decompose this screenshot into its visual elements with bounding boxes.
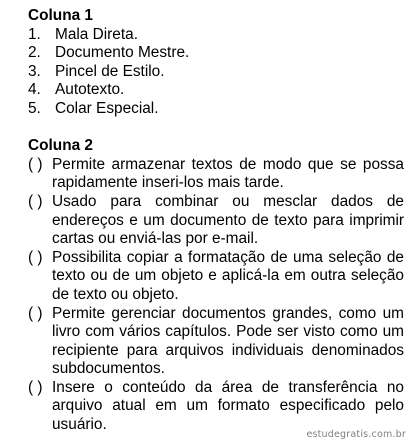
- answer-blank: ( ): [28, 304, 43, 322]
- item-text: Mala Direta.: [55, 25, 138, 43]
- item-line: recipiente para arquivos individuais denominados: [52, 341, 404, 359]
- item-line: cartas ou enviá-las por e-mail.: [52, 230, 259, 248]
- item-line: Permite armazenar textos de modo que se possa: [52, 155, 404, 173]
- item-number: 4.: [28, 81, 41, 99]
- item-line: livro com vários capítulos. Pode ser visto como um: [52, 323, 404, 341]
- section-spacer: [28, 119, 404, 138]
- item-line: texto ou de um objeto e aplicá-la em outra seleção: [52, 267, 404, 285]
- item-text: [52, 156, 404, 193]
- coluna-2-heading: Coluna 2: [28, 137, 93, 155]
- item-text: [52, 379, 404, 435]
- item-line: arquivo atual em um formato especificado pelo: [52, 397, 404, 415]
- document-body: [28, 7, 404, 435]
- answer-blank: ( ): [28, 248, 43, 266]
- list-item: [28, 100, 404, 119]
- item-number: 5.: [28, 99, 41, 117]
- item-line: endereços e um documento de texto para imprimir: [52, 211, 404, 229]
- list-item: [28, 44, 404, 63]
- item-line: de texto ou objeto.: [52, 285, 179, 303]
- item-text: [52, 193, 404, 249]
- list-item: [28, 81, 404, 100]
- item-line: rapidamente inseri-los mais tarde.: [52, 174, 284, 192]
- item-text: [52, 249, 404, 305]
- answer-blank: ( ): [28, 378, 43, 396]
- item-line: subdocumentos.: [52, 360, 165, 378]
- item-text: Pincel de Estilo.: [55, 62, 165, 80]
- item-number: 1.: [28, 25, 41, 43]
- item-text: Autotexto.: [55, 81, 125, 99]
- list-item: [28, 249, 404, 305]
- item-line: Permite gerenciar documentos grandes, como um: [52, 304, 404, 322]
- list-item: [28, 63, 404, 82]
- coluna-2-list: [28, 156, 404, 435]
- list-item: [28, 379, 404, 435]
- item-text: Colar Especial.: [55, 99, 159, 117]
- item-line: Possibilita copiar a formatação de uma seleção de: [52, 248, 404, 266]
- item-text: [52, 305, 404, 379]
- item-line: Usado para combinar ou mesclar dados de: [52, 192, 404, 210]
- coluna-1-list: [28, 26, 404, 119]
- coluna-1-heading: Coluna 1: [28, 7, 93, 24]
- list-item: [28, 26, 404, 45]
- list-item: [28, 156, 404, 193]
- item-number: 3.: [28, 62, 41, 80]
- item-line: Insere o conteúdo da área de transferência no: [52, 378, 404, 396]
- item-line: usuário.: [52, 416, 107, 434]
- answer-blank: ( ): [28, 192, 43, 210]
- list-item: [28, 305, 404, 379]
- watermark: estudegratis.com.br: [306, 429, 406, 440]
- item-number: 2.: [28, 44, 41, 62]
- answer-blank: ( ): [28, 155, 43, 173]
- item-text: Documento Mestre.: [55, 44, 190, 62]
- list-item: [28, 193, 404, 249]
